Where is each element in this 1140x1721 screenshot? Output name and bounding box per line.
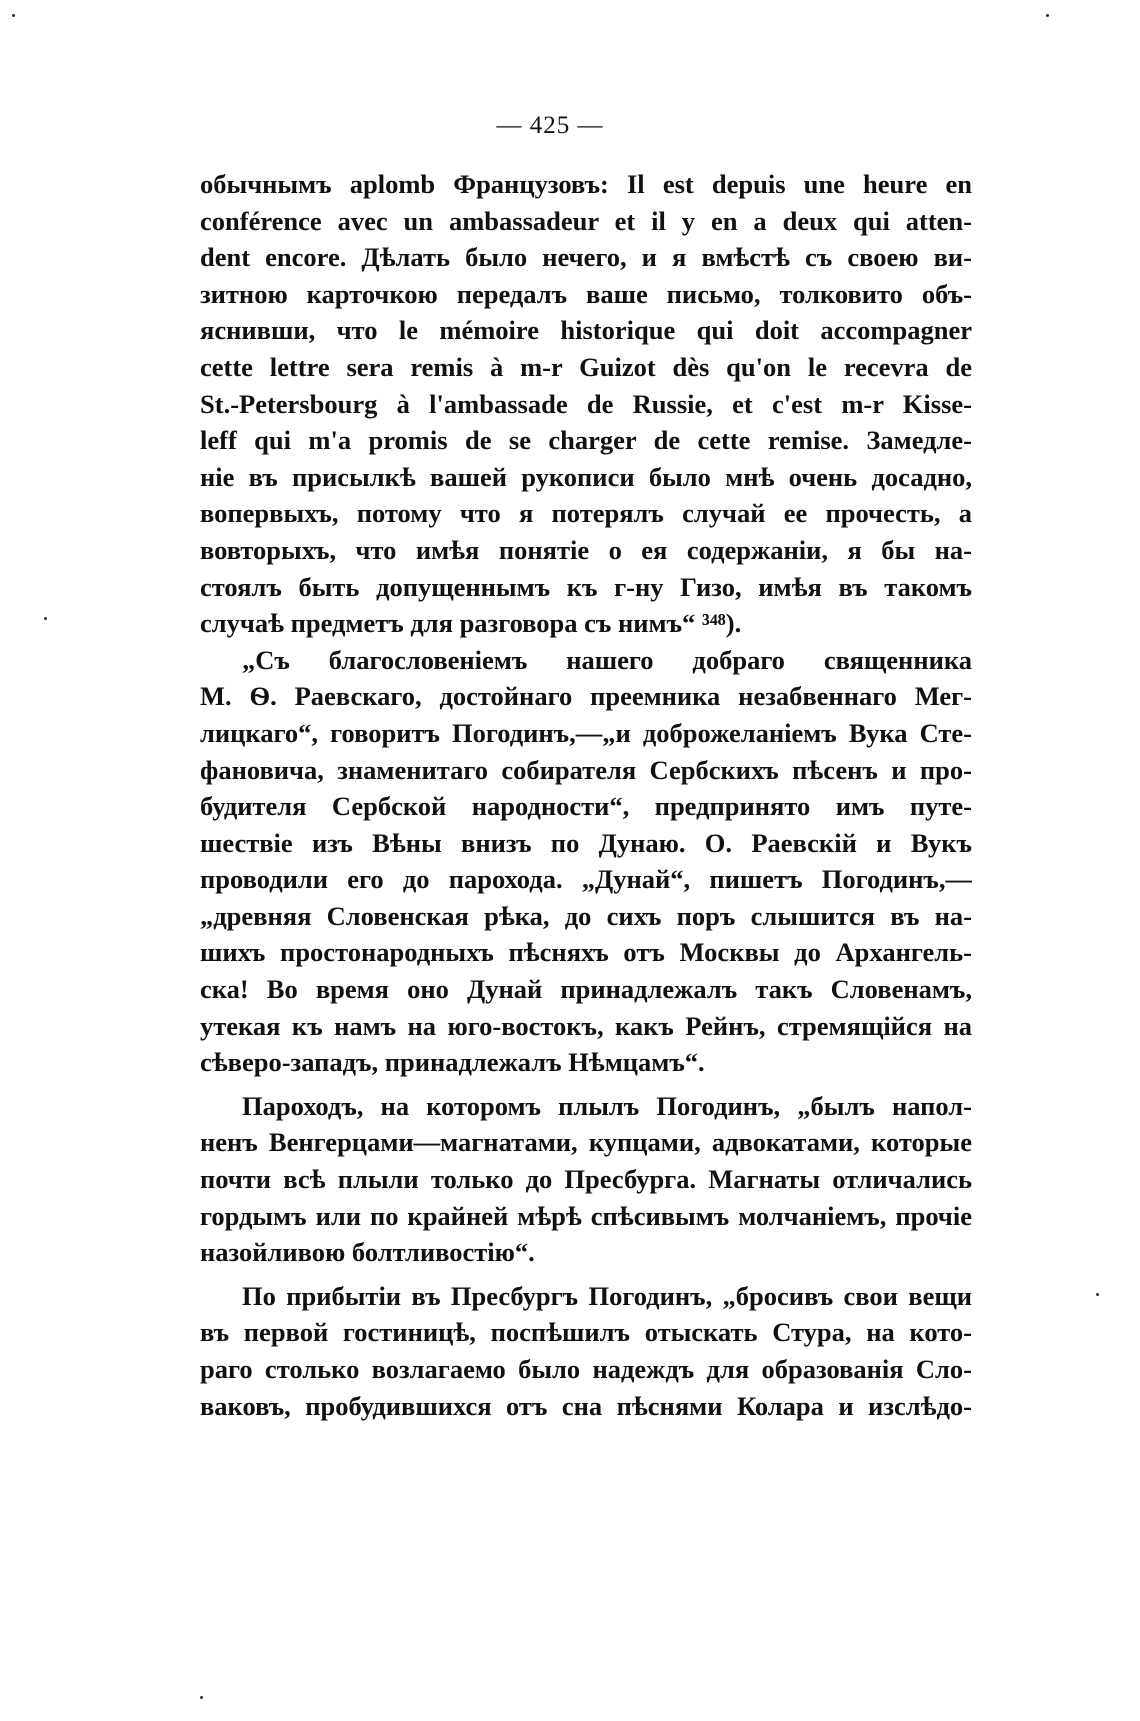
text-line: будителя Сербской народности“, предпринято имъ путе- bbox=[200, 791, 972, 822]
text-line: шихъ простонародныхъ пѣсняхъ отъ Москвы до Архангель- bbox=[200, 937, 972, 968]
page-number: — 425 — bbox=[496, 112, 604, 139]
scan-speck bbox=[1046, 14, 1049, 17]
paragraph bbox=[200, 166, 972, 642]
text-line: яснивши, что le mémoire historique qui doit accompagner bbox=[200, 315, 972, 346]
text-line: dent encore. Дѣлать было нечего, и я вмѣстѣ съ своею ви- bbox=[200, 242, 972, 273]
text-line: cette lettre sera remis à m-r Guizot dès qu'on le recevra de bbox=[200, 351, 972, 382]
text-line: стоялъ быть допущеннымъ къ г-ну Гизо, имѣя въ такомъ bbox=[200, 571, 972, 602]
text-line: лицкаго“, говоритъ Погодинъ,—„и доброжеланіемъ Вука Сте- bbox=[200, 717, 972, 748]
text-line: вовторыхъ, что имѣя понятіе о ея содержаніи, я бы на- bbox=[200, 534, 972, 565]
paragraph-gap bbox=[200, 1271, 972, 1278]
scan-speck bbox=[1096, 1293, 1099, 1296]
paragraph bbox=[200, 1088, 972, 1271]
text-line: утекая къ намъ на юго-востокъ, какъ Рейнъ, стремящійся на bbox=[200, 1010, 972, 1041]
text-line: ваковъ, пробудившихся отъ сна пѣснями Колара и изслѣдо- bbox=[200, 1390, 972, 1421]
text-line: почти всѣ плыли только до Пресбурга. Магнаты отличались bbox=[200, 1164, 972, 1195]
text-line: шествіе изъ Вѣны внизъ по Дунаю. О. Раевскій и Вукъ bbox=[200, 827, 972, 858]
text-line: St.-Petersbourg à l'ambassade de Russie, et c'est m-r Kisse- bbox=[200, 388, 972, 419]
text-line: случаѣ предметъ для разговора съ нимъ“ ³⁴⁸). bbox=[200, 608, 742, 639]
text-line: „Съ благословеніемъ нашего добраго священника bbox=[242, 644, 972, 675]
text-line: вопервыхъ, потому что я потерялъ случай ее прочесть, а bbox=[200, 498, 972, 529]
text-line: фановича, знаменитаго собирателя Сербскихъ пѣсенъ и про- bbox=[200, 754, 972, 785]
paragraph-gap bbox=[200, 1081, 972, 1088]
text-line: гордымъ или по крайней мѣрѣ спѣсивымъ молчаніемъ, прочіе bbox=[200, 1200, 972, 1231]
text-line: назойливою болтливостію“. bbox=[200, 1237, 535, 1268]
text-line: „древняя Словенская рѣка, до сихъ поръ слышится въ на- bbox=[200, 900, 972, 931]
scan-speck bbox=[200, 1696, 203, 1699]
scan-speck bbox=[12, 14, 15, 17]
text-line: въ первой гостиницѣ, поспѣшилъ отыскать Стура, на кото- bbox=[200, 1317, 972, 1348]
text-line: conférence avec un ambassadeur et il y en a deux qui atten- bbox=[200, 205, 972, 236]
text-line: проводили его до парохода. „Дунай“, пишетъ Погодинъ,— bbox=[200, 864, 972, 895]
text-line: зитною карточкою передалъ ваше письмо, толковито объ- bbox=[200, 278, 972, 309]
text-line: М. Ѳ. Раевскаго, достойнаго преемника незабвеннаго Мег- bbox=[200, 681, 972, 712]
text-line: ненъ Венгерцами—магнатами, купцами, адвокатами, которые bbox=[200, 1127, 972, 1158]
text-line: По прибытіи въ Пресбургъ Погодинъ, „бросивъ свои вещи bbox=[242, 1280, 972, 1311]
text-line: раго столько возлагаемо было надеждъ для образованія Сло- bbox=[200, 1354, 972, 1384]
paragraph bbox=[200, 1278, 972, 1424]
text-line: обычнымъ aplomb Французовъ: Il est depuis une heure en bbox=[200, 169, 972, 199]
text-line: ска! Во время оно Дунай принадлежалъ такъ Словенамъ, bbox=[200, 974, 972, 1005]
text-line: ніе въ присылкѣ вашей рукописи было мнѣ очень досадно, bbox=[200, 461, 972, 492]
text-line: сѣверо-западъ, принадлежалъ Нѣмцамъ“. bbox=[200, 1047, 705, 1078]
text-line: Пароходъ, на которомъ плылъ Погодинъ, „былъ напол- bbox=[242, 1090, 972, 1121]
paragraph bbox=[200, 642, 972, 1081]
scan-speck bbox=[44, 617, 47, 620]
text-line: leff qui m'a promis de se charger de cette remise. Замедле- bbox=[200, 425, 972, 456]
body-text bbox=[200, 166, 972, 1424]
